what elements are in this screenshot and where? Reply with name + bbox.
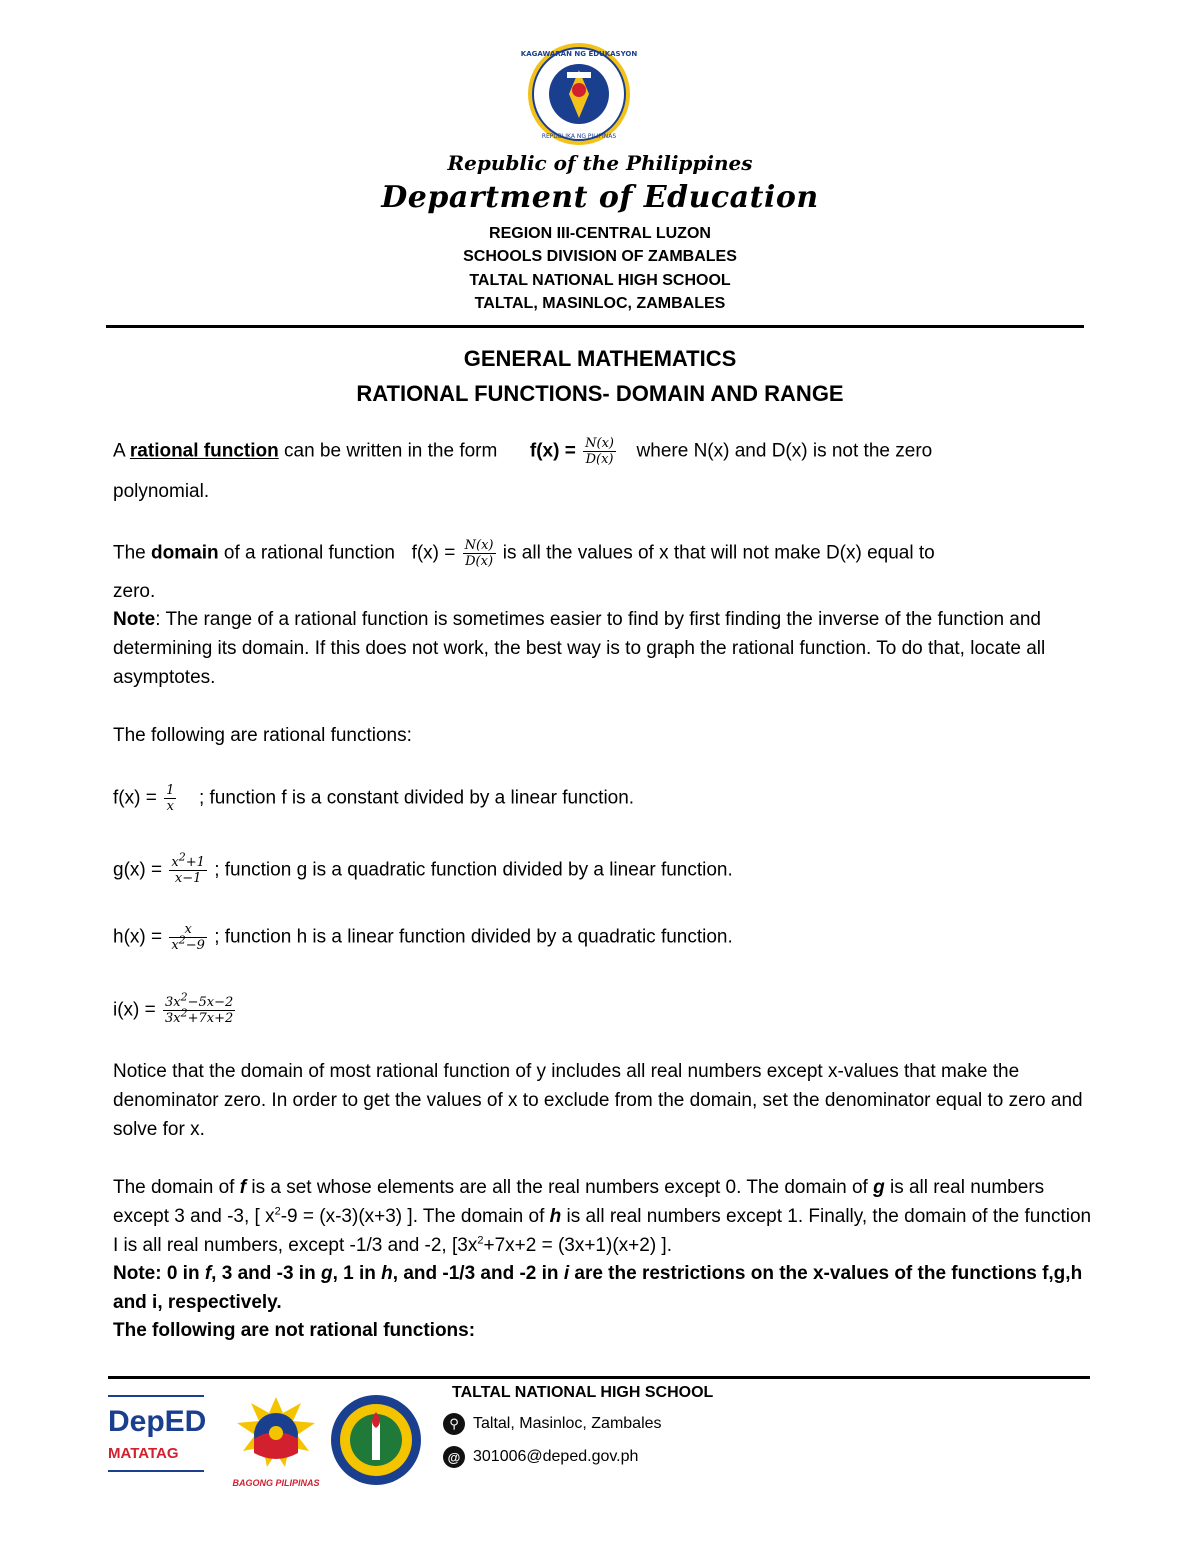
footer-email-row <box>443 1446 638 1468</box>
deped-matatag-logo <box>108 1395 206 1472</box>
subject-title: GENERAL MATHEMATICS <box>463 346 737 371</box>
definition-line-2: polynomial. <box>113 481 210 502</box>
examples-intro: The following are rational functions: <box>113 725 412 746</box>
bagong-pilipinas-text: BAGONG PILIPINAS <box>232 1478 320 1488</box>
email-at-icon: @ <box>443 1446 465 1468</box>
department-heading: Department of Education <box>381 180 819 215</box>
not-rational-heading: The following are not rational functions: <box>113 1320 476 1341</box>
note-restrictions: Note: 0 in f, 3 and -3 in g, 1 in h, and -1/3 and -2 in i are the restrictions on the x-values of the functions f,g,h and i, respectively. <box>113 1263 1083 1313</box>
header-divider <box>106 325 1084 328</box>
domain-fraction: $\frac{N(x)}{D(x)}$ <box>464 538 494 569</box>
deped-seal-logo <box>520 42 638 146</box>
footer-location-row <box>443 1413 662 1435</box>
location-pin-icon: ⚲ <box>443 1413 465 1435</box>
region-line: REGION III-CENTRAL LUZON <box>489 225 711 242</box>
topic-title: RATIONAL FUNCTIONS- DOMAIN AND RANGE <box>356 381 844 406</box>
definition-line: A rational function can be written in the form f(x) = $\frac{N(x)}{D(x)}$ where N(x) and D(x) is not the zero <box>113 436 933 467</box>
school-line: TALTAL NATIONAL HIGH SCHOOL <box>469 272 731 289</box>
example-h: h(x) = $\frac{x}{x^2-9}$ ; function h is a linear function divided by a quadratic function. <box>113 922 733 953</box>
note-range: Note: The range of a rational function is sometimes easier to find by first finding the inverse of the function and determining its domain. If this does not work, the best way is to graph the rational function. To do that, locate all asymptotes. <box>113 609 1046 688</box>
domains-paragraph: The domain of f is a set whose elements are all the real numbers except 0. The domain of g is all real numbers except 3 and -3, [ $x^2-9 = (x-3)(x+3)$ ]. The domain of h is all real numbers except 1. Finally, the domain of the function I is all real numbers, except -1/3 and -2, [$3x^2+7x+2 = (3x+1)(x+2)$ ]. <box>113 1177 1092 1256</box>
example-i: i(x) = $\frac{3x^2-5x-2}{3x^2+7x+2}$ <box>113 990 234 1026</box>
matatag-wordmark: MATATAG <box>108 1445 179 1462</box>
bagong-pilipinas-emblem <box>233 1395 319 1473</box>
footer-divider <box>108 1376 1090 1379</box>
footer-email[interactable]: 301006@deped.gov.ph <box>473 1448 639 1465</box>
definition-fraction: $\frac{N(x)}{D(x)}$ <box>585 436 614 467</box>
example-g: g(x) = $\frac{x^2+1}{x-1}$ ; function g is a quadratic function divided by a linear function. <box>113 850 733 886</box>
footer-location: Taltal, Masinloc, Zambales <box>473 1415 662 1432</box>
footer-school-name: TALTAL NATIONAL HIGH SCHOOL <box>452 1384 714 1401</box>
rational-function-term: rational function <box>129 440 279 462</box>
bagong-pilipinas-logo <box>226 1395 326 1488</box>
domain-definition-line: The domain of a rational function f(x) = $\frac{N(x)}{D(x)}$ is all the values of x that will not make D(x) equal to <box>113 538 935 569</box>
republic-heading: Republic of the Philippines <box>447 151 753 175</box>
address-line: TALTAL, MASINLOC, ZAMBALES <box>474 295 726 312</box>
svg-text:KAGAWARAN NG EDUKASYON: KAGAWARAN NG EDUKASYON <box>520 50 638 58</box>
example-f: f(x) = $\frac{1}{x}$ ; function f is a constant divided by a linear function. <box>113 783 635 814</box>
notice-paragraph: Notice that the domain of most rational function of y includes all real numbers except x-values that make the denominator zero. In order to get the values of x to exclude from the domain, set the denominator equal to zero and solve for x. <box>113 1061 1083 1140</box>
division-line: SCHOOLS DIVISION OF ZAMBALES <box>463 248 737 265</box>
deped-wordmark: DepED <box>108 1405 207 1438</box>
domain-definition-line-2: zero. <box>113 581 156 602</box>
school-seal-logo <box>330 1394 422 1486</box>
svg-text:REPUBLIKA NG PILIPINAS: REPUBLIKA NG PILIPINAS <box>541 133 617 140</box>
